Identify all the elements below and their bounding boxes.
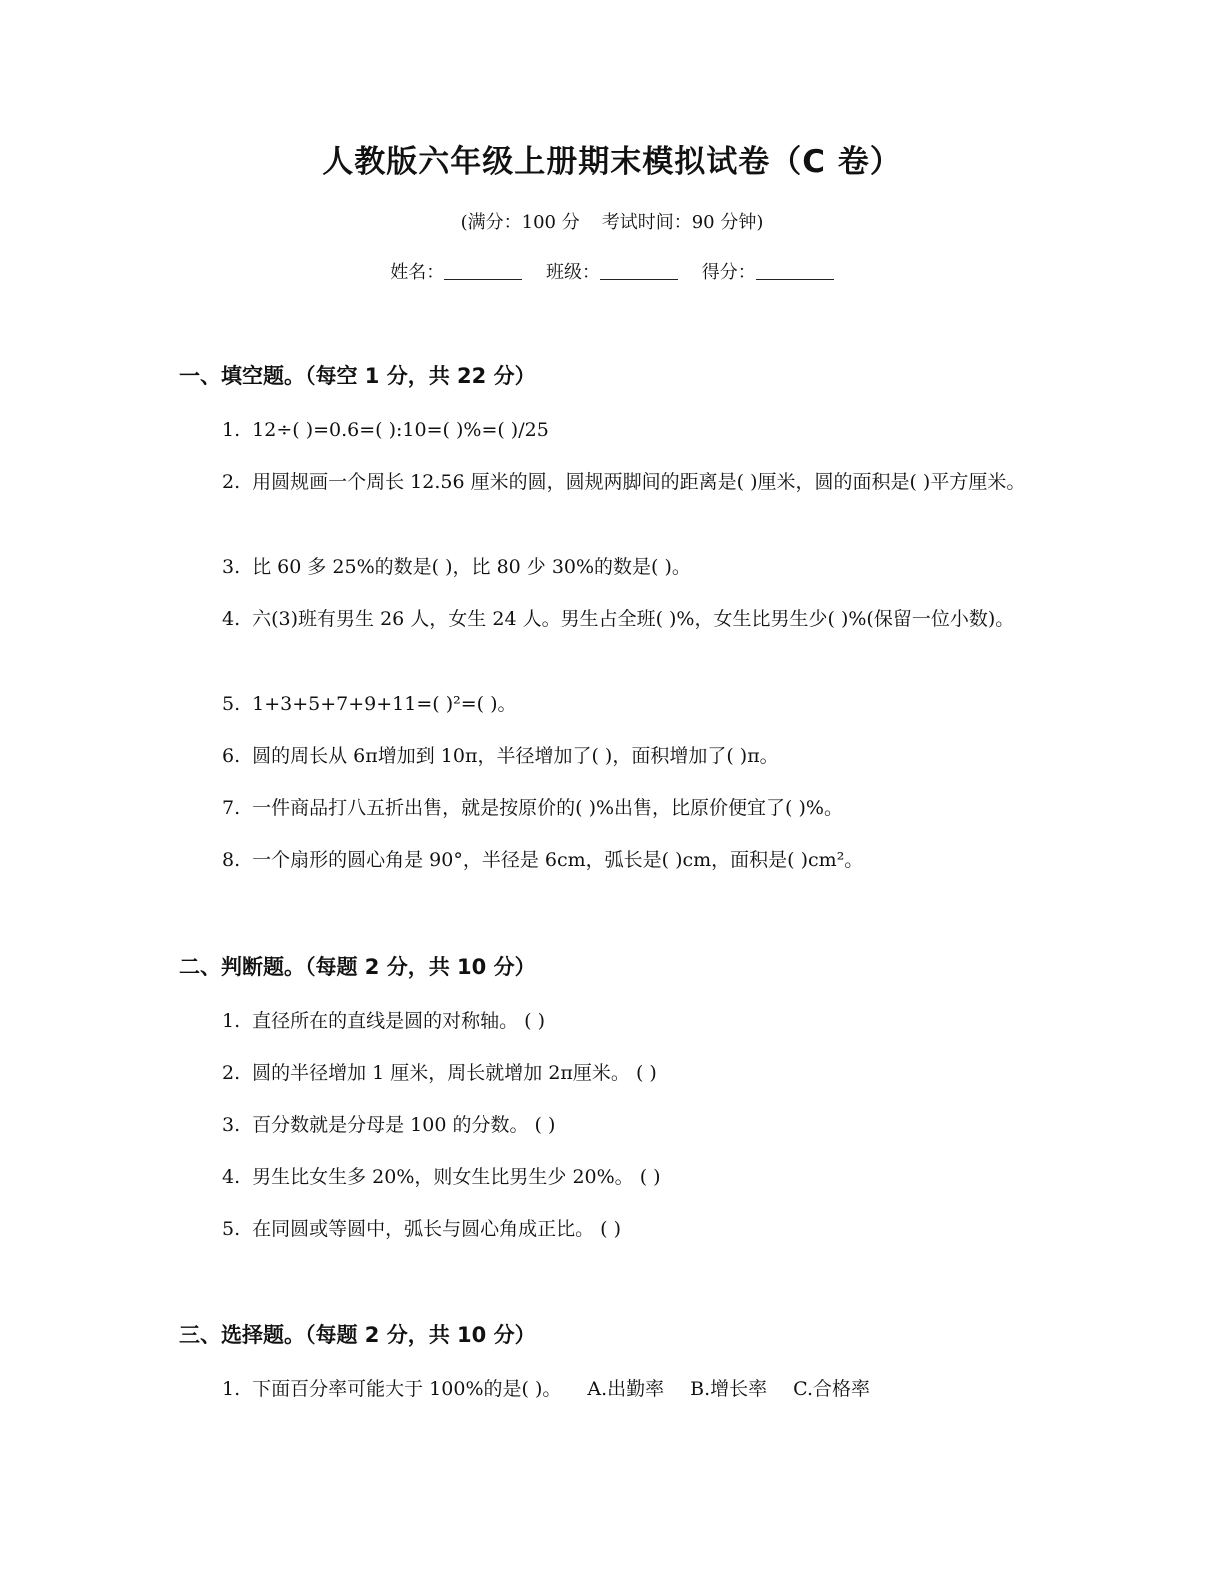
question-item (179, 1161, 1039, 1194)
question-item (179, 1005, 1039, 1038)
question-text: 圆的周长从 6π增加到 10π，半径增加了( )，面积增加了( )π。 (252, 745, 779, 767)
class-label: 班级： (546, 262, 600, 283)
question-text: 下面百分率可能大于 100%的是( )。 (252, 1378, 562, 1400)
choice-option-a: A.出勤率 (587, 1378, 665, 1400)
question-number: 1. (222, 1378, 241, 1400)
question-text: 在同圆或等圆中，弧长与圆心角成正比。 ( ) (252, 1218, 622, 1240)
question-text: 圆的半径增加 1 厘米，周长就增加 2π厘米。 ( ) (252, 1062, 657, 1084)
full-score-text: (满分：100 分 (460, 212, 580, 233)
question-number: 2. (222, 1062, 241, 1084)
question-text: 一个扇形的圆心角是 90°，半径是 6cm，弧长是( )cm，面积是( )cm²。 (252, 849, 864, 871)
question-number: 6. (222, 745, 241, 767)
question-number: 8. (222, 849, 241, 871)
class-field[interactable] (546, 259, 678, 287)
name-blank[interactable] (444, 261, 522, 280)
question-item (179, 1373, 1039, 1406)
question-item (179, 740, 1039, 773)
question-text: 男生比女生多 20%，则女生比男生少 20%。 ( ) (252, 1166, 661, 1188)
question-item (179, 1057, 1039, 1090)
question-item (179, 551, 1039, 584)
question-number: 5. (222, 693, 241, 715)
class-blank[interactable] (600, 261, 678, 280)
question-item (179, 844, 1039, 877)
exam-time-text: 考试时间：90 分钟) (601, 212, 764, 233)
question-number: 4. (222, 608, 241, 630)
question-text: 1+3+5+7+9+11=( )²=( )。 (252, 693, 517, 715)
question-text: 一件商品打八五折出售，就是按原价的( )%出售，比原价便宜了( )%。 (252, 797, 843, 819)
question-text: 百分数就是分母是 100 的分数。 ( ) (252, 1114, 556, 1136)
question-text: 12÷( )=0.6=( ):10=( )%=( )/25 (252, 419, 549, 441)
question-number: 7. (222, 797, 241, 819)
question-item (179, 688, 1039, 721)
question-number: 1. (222, 419, 241, 441)
name-field[interactable] (390, 259, 522, 287)
choice-option-b: B.增长率 (690, 1378, 768, 1400)
score-blank[interactable] (756, 261, 834, 280)
question-number: 3. (222, 1114, 241, 1136)
section-heading-true-false: 二、判断题。（每题 2 分，共 10 分） (179, 955, 536, 979)
question-number: 1. (222, 1010, 241, 1032)
question-item (179, 792, 1039, 825)
question-item (179, 1213, 1039, 1246)
score-field[interactable] (702, 259, 834, 287)
exam-subtitle (0, 209, 1224, 237)
question-number: 2. (222, 471, 241, 493)
section-heading-fill-blank: 一、填空题。（每空 1 分，共 22 分） (179, 364, 536, 388)
question-item (179, 414, 1039, 447)
question-text: 比 60 多 25%的数是( )，比 80 少 30%的数是( )。 (252, 556, 691, 578)
exam-title: 人教版六年级上册期末模拟试卷（C 卷） (322, 144, 902, 180)
question-item (179, 603, 1039, 636)
question-item (179, 466, 1039, 499)
choice-option-c: C.合格率 (793, 1378, 871, 1400)
question-number: 5. (222, 1218, 241, 1240)
name-label: 姓名： (390, 262, 445, 283)
question-text: 用圆规画一个周长 12.56 厘米的圆，圆规两脚间的距离是( )厘米，圆的面积是( )平方厘米。 (252, 471, 1026, 493)
score-label: 得分： (701, 262, 756, 283)
question-item (179, 1109, 1039, 1142)
question-number: 3. (222, 556, 241, 578)
student-info-line (0, 259, 1224, 287)
question-text: 六(3)班有男生 26 人，女生 24 人。男生占全班( )%，女生比男生少( )%(保留一位小数)。 (252, 608, 1015, 630)
question-number: 4. (222, 1166, 241, 1188)
question-text: 直径所在的直线是圆的对称轴。 ( ) (252, 1010, 546, 1032)
section-heading-multiple-choice: 三、选择题。（每题 2 分，共 10 分） (179, 1323, 536, 1347)
